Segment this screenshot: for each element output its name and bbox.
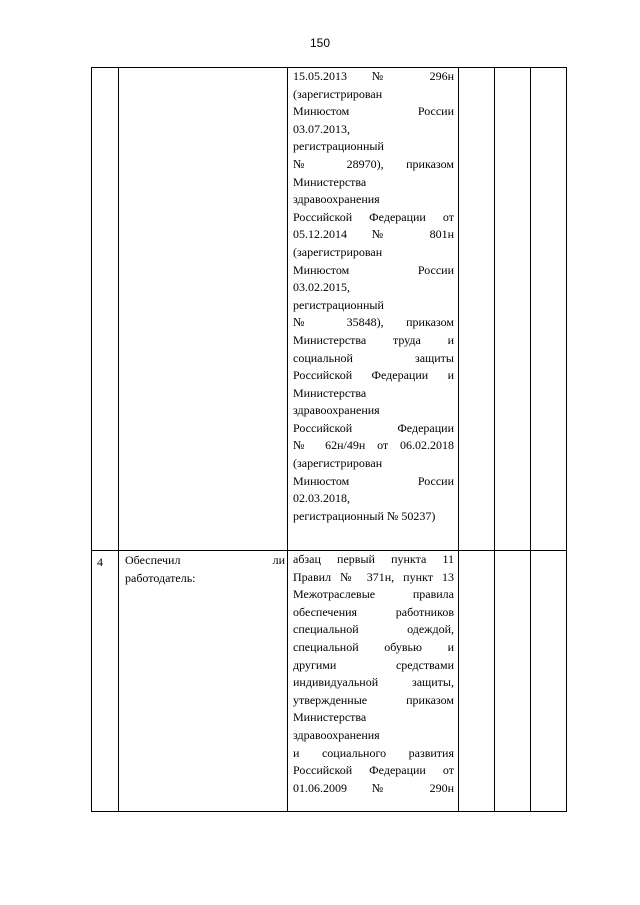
legal-reference-cell [288,68,459,551]
reference-text-line: Минюстом России [293,473,454,488]
reference-text-line: (зарегистрирован [293,456,383,471]
reference-text-line: и социального развития [293,745,454,760]
reference-text-line: Минюстом России [293,104,454,119]
legal-reference-cell [288,551,459,812]
reference-text-line: Российской Федерации от [293,209,454,224]
reference-text-line: Минюстом России [293,262,454,277]
answer-yes-cell[interactable] [459,551,495,812]
answer-na-cell[interactable] [531,551,567,812]
answer-yes-cell[interactable] [459,68,495,551]
reference-text-line: № 35848), приказом [293,315,454,330]
question-cell [119,551,288,812]
reference-text-line: регистрационный № 50237) [293,508,436,523]
reference-text-line: специальной обувью и [293,639,454,654]
reference-text-line: Министерства [293,385,367,400]
reference-text-line: социальной защиты [293,350,454,365]
reference-text-line: 01.06.2009 № 290н [293,780,454,795]
reference-text-line: утвержденные приказом [293,692,454,707]
reference-text-line: Российской Федерации и [293,368,454,383]
answer-no-cell[interactable] [495,551,531,812]
answer-no-cell[interactable] [495,68,531,551]
row-number-cell: 4 [92,551,119,812]
reference-text-line: регистрационный [293,297,384,312]
reference-text-line: абзац первый пункта 11 [293,552,454,566]
reference-text-line: Российской Федерации от [293,763,454,778]
reference-text-line: здравоохранения [293,192,380,207]
reference-text-line: 03.02.2015, [293,280,350,295]
table-row [92,68,567,551]
reference-text-line: № 28970), приказом [293,156,454,171]
reference-text-line: здравоохранения [293,403,380,418]
reference-text-line: № 62н/49н от 06.02.2018 [293,438,454,453]
reference-text-line: другими средствами [293,657,454,672]
reference-text-line: Министерства [293,174,367,189]
reference-text-line: Межотраслевые правила [293,587,454,602]
reference-text-line: 03.07.2013, [293,121,350,136]
reference-text-line: Министерства труда и [293,332,454,347]
reference-text-line: (зарегистрирован [293,244,383,259]
reference-text-line: обеспечения работников [293,604,454,619]
regulation-table [91,67,567,812]
answer-na-cell[interactable] [531,68,567,551]
reference-text-line: индивидуальной защиты, [293,675,454,690]
row-number-cell [92,68,119,551]
reference-text-line: регистрационный [293,139,384,154]
reference-text-line: (зарегистрирован [293,86,383,101]
question-text-line: работодатель: [125,570,196,585]
reference-text-line: 15.05.2013 № 296н [293,69,454,83]
reference-text-line: Российской Федерации [293,420,454,435]
reference-text-line: Правил № 371н, пункт 13 [293,569,454,584]
reference-text-line: специальной одеждой, [293,622,454,637]
table-row [92,551,567,812]
reference-text-line: 05.12.2014 № 801н [293,227,454,242]
page-number: 150 [309,36,331,50]
reference-text-line: 02.03.2018, [293,491,350,506]
question-cell [119,68,288,551]
reference-text-line: здравоохранения [293,727,380,742]
reference-text-line: Министерства [293,710,367,725]
question-text-line: Обеспечил ли [125,553,285,567]
